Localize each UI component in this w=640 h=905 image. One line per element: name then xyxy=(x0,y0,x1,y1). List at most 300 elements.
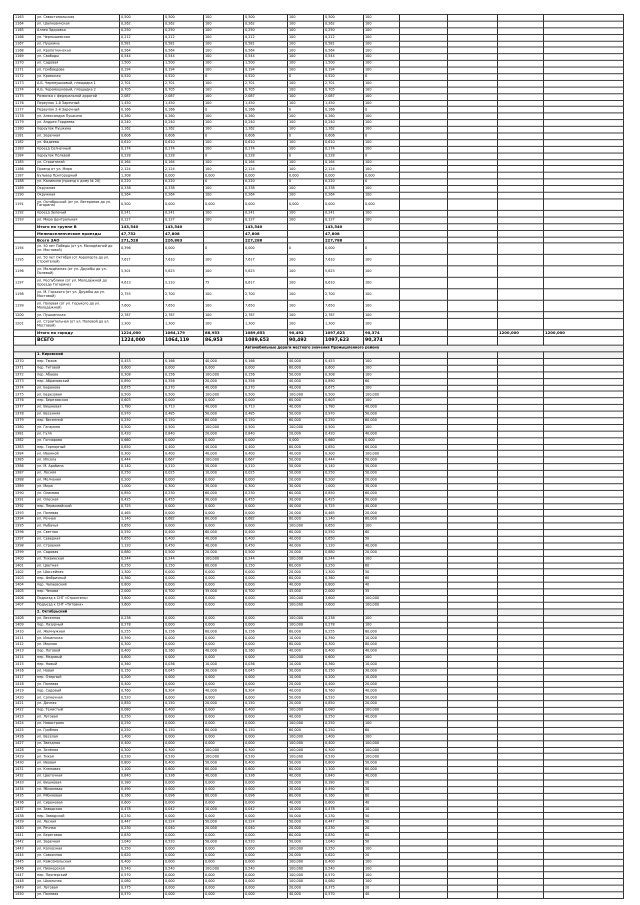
value-cell xyxy=(544,210,624,217)
value-cell: 0,444 xyxy=(324,457,364,464)
value-cell: 10,000 xyxy=(288,675,324,682)
row-number-cell: 1385 xyxy=(14,457,36,464)
value-cell xyxy=(400,536,448,543)
value-cell: 100 xyxy=(364,80,400,87)
value-cell: 100,000 xyxy=(288,602,324,609)
road-name-cell: ул. Олимова xyxy=(36,490,120,497)
value-cell: 0,000 xyxy=(164,740,204,747)
value-cell: 0,156 xyxy=(164,372,204,379)
value-cell xyxy=(400,100,448,107)
value-cell: 0,450 xyxy=(164,543,204,550)
value-cell: 40,000 xyxy=(288,714,324,721)
road-name-cell: ул. Пушкинская xyxy=(36,312,120,319)
value-cell: 0,036 xyxy=(244,661,288,668)
row-number-cell: 1378 xyxy=(14,411,36,418)
value-cell: 0,230 xyxy=(164,490,204,497)
value-cell: 0,606 xyxy=(164,133,204,140)
road-name-cell: Бульвар Пригородный xyxy=(36,173,120,180)
value-cell: 0,500 xyxy=(244,549,288,556)
value-cell: 1,162 xyxy=(244,126,288,133)
value-cell xyxy=(498,721,544,728)
value-cell xyxy=(448,278,498,289)
value-cell xyxy=(448,210,498,217)
value-cell xyxy=(400,892,448,899)
value-cell: 1097,623 xyxy=(324,330,364,337)
value-cell: 0,000 xyxy=(204,885,244,892)
value-cell: 20,000 xyxy=(288,780,324,787)
value-cell xyxy=(400,523,448,530)
value-cell: 0,360 xyxy=(324,576,364,583)
value-cell: 100 xyxy=(204,312,244,319)
row-number-cell: 1448 xyxy=(14,879,36,886)
row-number-cell: 1373 xyxy=(14,378,36,385)
value-cell: 100 xyxy=(364,365,400,372)
value-cell: 40,000 xyxy=(288,536,324,543)
value-cell: 2,700 xyxy=(244,289,288,300)
road-name-cell: ул. Весёлая xyxy=(36,734,120,741)
value-cell xyxy=(204,352,244,359)
value-cell: 7,610 xyxy=(164,255,204,266)
value-cell xyxy=(448,451,498,458)
value-cell: 0,000 xyxy=(204,173,244,180)
value-cell: 100 xyxy=(288,87,324,94)
value-cell: 1,450 xyxy=(324,100,364,107)
road-name-cell: пер. Садовый xyxy=(36,688,120,695)
value-cell: 0,000 xyxy=(244,438,288,445)
value-cell: 0,800 xyxy=(324,760,364,767)
row-number-cell: 1440 xyxy=(14,826,36,833)
value-cell: 60,000 xyxy=(288,833,324,840)
value-cell xyxy=(448,319,498,330)
value-cell xyxy=(544,337,624,346)
value-cell: 100,000 xyxy=(288,523,324,530)
value-cell: 0,000 xyxy=(164,714,204,721)
value-cell xyxy=(448,266,498,277)
value-cell: 40,000 xyxy=(288,378,324,385)
value-cell: 40,000 xyxy=(204,536,244,543)
value-cell: 0,705 xyxy=(324,87,364,94)
road-name-cell: ул. Лесная xyxy=(36,819,120,826)
row-number-cell: 1197 xyxy=(14,278,36,289)
value-cell: 1,500 xyxy=(244,61,288,68)
value-cell xyxy=(400,14,448,21)
value-cell: 0,880 xyxy=(120,549,164,556)
value-cell: 2,087 xyxy=(244,94,288,101)
row-number-cell: 1167 xyxy=(14,41,36,48)
value-cell: 0,000 xyxy=(244,199,288,210)
value-cell: 0,420 xyxy=(324,431,364,438)
row-number-cell: 1198 xyxy=(14,289,36,300)
row-number-cell: 1416 xyxy=(14,668,36,675)
row-number-cell: 1172 xyxy=(14,74,36,81)
value-cell: 0,425 xyxy=(120,497,164,504)
table-row xyxy=(14,780,624,787)
value-cell: 7,617 xyxy=(244,255,288,266)
value-cell: 0,000 xyxy=(204,675,244,682)
value-cell: 100 xyxy=(288,21,324,28)
value-cell: 0,045 xyxy=(164,668,204,675)
value-cell: 0,264 xyxy=(120,192,164,199)
road-name-cell: ул. Олесная xyxy=(36,497,120,504)
value-cell: 0,600 xyxy=(244,767,288,774)
value-cell: 20,000 xyxy=(288,852,324,859)
value-cell xyxy=(544,622,624,629)
table-row xyxy=(14,352,624,359)
value-cell: 20 xyxy=(364,780,400,787)
value-cell: 0,096 xyxy=(244,793,288,800)
road-name-cell: ул. М. Арабина xyxy=(36,464,120,471)
row-number-cell: 1422 xyxy=(14,708,36,715)
value-cell: 100 xyxy=(288,217,324,224)
value-cell: 1,120 xyxy=(324,543,364,550)
row-number-cell: 1414 xyxy=(14,655,36,662)
value-cell: 0,400 xyxy=(324,859,364,866)
row-number-cell: 1190 xyxy=(14,192,36,199)
value-cell: 100,000 xyxy=(288,866,324,873)
road-name-cell: ул. Молодёжная (от ул. Дружбы до ул. Полевой) xyxy=(36,266,120,277)
value-cell: 0,156 xyxy=(244,372,288,379)
row-number-cell: 1179 xyxy=(14,120,36,127)
value-cell xyxy=(400,173,448,180)
road-name-cell: ул. Речная xyxy=(36,826,120,833)
value-cell: 0,000 xyxy=(244,655,288,662)
value-cell: 100,000 xyxy=(204,457,244,464)
value-cell: 0,000 xyxy=(324,199,364,210)
value-cell: 100 xyxy=(288,192,324,199)
road-name-cell: ул. Полевая (от ул. Горького до ул. Молодёжной) xyxy=(36,301,120,312)
road-name-cell: ул. Весенняя xyxy=(36,615,120,622)
value-cell: 0,606 xyxy=(244,133,288,140)
value-cell xyxy=(448,892,498,899)
value-cell: 0,447 xyxy=(324,819,364,826)
table-row xyxy=(14,451,624,458)
road-name-cell: Аллея Здоровья xyxy=(36,28,120,35)
table-row xyxy=(14,411,624,418)
value-cell: 100 xyxy=(204,80,244,87)
value-cell: 0,166 xyxy=(164,358,204,365)
value-cell: 100 xyxy=(204,146,244,153)
value-cell: 10,000 xyxy=(204,806,244,813)
value-cell: 2,110 xyxy=(164,278,204,289)
value-cell: 20,000 xyxy=(204,378,244,385)
value-cell: 20 xyxy=(364,826,400,833)
value-cell: 40,000 xyxy=(204,688,244,695)
value-cell xyxy=(544,74,624,81)
value-cell: 0,444 xyxy=(120,457,164,464)
value-cell: 20,000 xyxy=(288,510,324,517)
row-number-cell: 1443 xyxy=(14,846,36,853)
value-cell: 100,000 xyxy=(288,879,324,886)
value-cell: 20,000 xyxy=(288,569,324,576)
value-cell: 0,338 xyxy=(164,186,204,193)
value-cell xyxy=(544,694,624,701)
value-cell: 0,725 xyxy=(324,503,364,510)
value-cell: 50,000 xyxy=(364,760,400,767)
value-cell: 100 xyxy=(204,67,244,74)
value-cell: 100 xyxy=(288,67,324,74)
value-cell: 0,150 xyxy=(244,563,288,570)
value-cell: 0,304 xyxy=(164,688,204,695)
value-cell: 0,000 xyxy=(164,602,204,609)
value-cell: 100,000 xyxy=(364,451,400,458)
value-cell: 0,000 xyxy=(244,569,288,576)
value-cell: 5,825 xyxy=(324,266,364,277)
value-cell: 100 xyxy=(364,217,400,224)
value-cell: 0,241 xyxy=(244,210,288,217)
value-cell: 0,000 xyxy=(244,681,288,688)
value-cell xyxy=(448,424,498,431)
value-cell: 0,164 xyxy=(324,159,364,166)
value-cell: 50,000 xyxy=(288,819,324,826)
table-row xyxy=(14,708,624,715)
value-cell xyxy=(448,301,498,312)
value-cell: 0,160 xyxy=(164,648,204,655)
value-cell: 100 xyxy=(288,14,324,21)
value-cell: 0,000 xyxy=(244,833,288,840)
value-cell: 0,000 xyxy=(164,734,204,741)
value-cell: 0,212 xyxy=(244,34,288,41)
row-number-cell: 1425 xyxy=(14,727,36,734)
value-cell: 1,450 xyxy=(244,100,288,107)
value-cell: 1097,623 xyxy=(324,337,364,346)
road-name-cell: ул. Октябрьской (от ул. Ветеранов до ул. Гагарина) xyxy=(36,199,120,210)
row-number-cell: 1175 xyxy=(14,94,36,101)
value-cell: 0,194 xyxy=(324,67,364,74)
value-cell: 0,000 xyxy=(244,642,288,649)
road-name-cell: ул. Садовая xyxy=(36,61,120,68)
value-cell: 100 xyxy=(204,255,244,266)
row-number-cell: 1438 xyxy=(14,813,36,820)
road-name-cell: пер. Первомайский xyxy=(36,503,120,510)
row-number-cell: 1411 xyxy=(14,635,36,642)
road-name-cell: ул. Сиреневая xyxy=(36,800,120,807)
value-cell: 0,600 xyxy=(324,365,364,372)
value-cell: 0,212 xyxy=(164,34,204,41)
value-cell: 0,356 xyxy=(164,378,204,385)
value-cell: 100 xyxy=(364,100,400,107)
table-row xyxy=(14,721,624,728)
value-cell: 100 xyxy=(288,120,324,127)
row-number-cell: 1193 xyxy=(14,217,36,224)
table-row xyxy=(14,596,624,603)
value-cell: 0,000 xyxy=(244,813,288,820)
value-cell: 50,000 xyxy=(364,457,400,464)
road-name-cell: ул. Полевая xyxy=(36,681,120,688)
value-cell: 0,000 xyxy=(164,681,204,688)
value-cell: 50,000 xyxy=(364,411,400,418)
value-cell: 0 xyxy=(288,74,324,81)
value-cell: 100 xyxy=(288,319,324,330)
road-name-cell: ул. Яблоневая xyxy=(36,787,120,794)
value-cell: 60 xyxy=(364,727,400,734)
value-cell: 0,000 xyxy=(288,199,324,210)
value-cell: 60,000 xyxy=(364,517,400,524)
value-cell: 60,000 xyxy=(204,793,244,800)
value-cell: 60,000 xyxy=(364,418,400,425)
value-cell: 1,162 xyxy=(120,126,164,133)
road-name-cell: ул. Александра Пушкина xyxy=(36,113,120,120)
row-number-cell: 1405 xyxy=(14,589,36,596)
value-cell: 0,300 xyxy=(324,451,364,458)
value-cell: 1,140 xyxy=(324,517,364,524)
value-cell xyxy=(448,186,498,193)
road-name-cell: Проезд от ул. Мира xyxy=(36,166,120,173)
value-cell xyxy=(448,510,498,517)
value-cell xyxy=(544,113,624,120)
value-cell: 0,080 xyxy=(324,879,364,886)
value-cell: 0,000 xyxy=(204,859,244,866)
row-number-cell: 1177 xyxy=(14,107,36,114)
value-cell: 0,880 xyxy=(324,549,364,556)
value-cell: 0,760 xyxy=(120,688,164,695)
value-cell: 100 xyxy=(204,113,244,120)
value-cell: 60,000 xyxy=(364,767,400,774)
value-cell: 100,000 xyxy=(288,615,324,622)
value-cell: 50,000 xyxy=(364,464,400,471)
value-cell: 0,300 xyxy=(244,484,288,491)
value-cell: 0,520 xyxy=(164,839,204,846)
value-cell: 0,500 xyxy=(164,424,204,431)
value-cell: 0,603 xyxy=(324,398,364,405)
value-cell: 60,000 xyxy=(288,793,324,800)
value-cell: 0 xyxy=(204,107,244,114)
road-name-cell: Окружная xyxy=(36,186,120,193)
value-cell: 100 xyxy=(364,312,400,319)
value-cell: 1,162 xyxy=(164,126,204,133)
value-cell: 100 xyxy=(288,278,324,289)
value-cell: 2,787 xyxy=(324,312,364,319)
value-cell: 100 xyxy=(288,255,324,266)
value-cell: 100 xyxy=(204,217,244,224)
value-cell: 0,000 xyxy=(164,694,204,701)
row-number-cell: 1437 xyxy=(14,806,36,813)
road-name-cell: ул. Дачная xyxy=(36,701,120,708)
row-number-cell: 1427 xyxy=(14,740,36,747)
row-number-cell: 1370 xyxy=(14,358,36,365)
row-number-cell: 1442 xyxy=(14,839,36,846)
value-cell: 0,220 xyxy=(324,179,364,186)
value-cell: 40,000 xyxy=(288,451,324,458)
value-cell: 0,264 xyxy=(324,192,364,199)
road-name-cell: Переулок 2-й Заречный xyxy=(36,107,120,114)
value-cell: 0,036 xyxy=(164,661,204,668)
value-cell: 0,150 xyxy=(164,563,204,570)
value-cell xyxy=(120,609,164,616)
value-cell xyxy=(448,100,498,107)
road-name-cell: ул. Строителей xyxy=(36,159,120,166)
road-name-cell: пер. Заводской xyxy=(36,813,120,820)
value-cell: 100,000 xyxy=(204,556,244,563)
row-number-cell: 1182 xyxy=(14,140,36,147)
road-name-cell: ул. Рыбачья xyxy=(36,523,120,530)
road-name-cell: пер. Весенний xyxy=(36,418,120,425)
value-cell xyxy=(400,278,448,289)
value-cell: 0,000 xyxy=(164,872,204,879)
row-number-cell: 1435 xyxy=(14,793,36,800)
row-number-cell: 1170 xyxy=(14,61,36,68)
value-cell: 20,000 xyxy=(288,681,324,688)
row-number-cell xyxy=(14,352,36,359)
value-cell xyxy=(544,319,624,330)
value-cell xyxy=(498,438,544,445)
value-cell xyxy=(544,793,624,800)
road-name-cell: Итого по городу xyxy=(36,330,120,337)
road-name-cell: переулок Пушкина xyxy=(36,126,120,133)
roads-table-top xyxy=(13,14,624,899)
value-cell: 0,400 xyxy=(244,536,288,543)
value-cell: 100 xyxy=(288,100,324,107)
value-cell xyxy=(400,609,448,616)
value-cell: 0,570 xyxy=(324,892,364,899)
value-cell: 0,000 xyxy=(204,477,244,484)
value-cell: 0,600 xyxy=(324,655,364,662)
value-cell xyxy=(400,451,448,458)
value-cell: 1064,119 xyxy=(164,337,204,346)
row-number-cell: 1390 xyxy=(14,490,36,497)
value-cell: 0,228 xyxy=(244,153,288,160)
table-row xyxy=(14,510,624,517)
value-cell: 0,000 xyxy=(164,477,204,484)
road-name-cell: Итого по группе В xyxy=(36,224,120,231)
value-cell: 1200,000 xyxy=(544,330,624,337)
road-name-cell: пер. Луговой xyxy=(36,648,120,655)
value-cell: 0,000 xyxy=(244,800,288,807)
value-cell: 0,400 xyxy=(244,760,288,767)
value-cell: 1,450 xyxy=(120,100,164,107)
value-cell: 0,000 xyxy=(244,885,288,892)
value-cell: 0,544 xyxy=(120,54,164,61)
road-name-cell: пер. Березовская xyxy=(36,398,120,405)
value-cell: 0,150 xyxy=(244,727,288,734)
value-cell: 0,000 xyxy=(164,576,204,583)
road-name-cell: ул. Рябиновая xyxy=(36,793,120,800)
value-cell: 0,520 xyxy=(324,694,364,701)
value-cell: 100 xyxy=(364,192,400,199)
value-cell: 0,250 xyxy=(120,721,164,728)
value-cell xyxy=(498,879,544,886)
value-cell: 0,096 xyxy=(164,793,204,800)
value-cell: 60 xyxy=(364,793,400,800)
road-name-cell: пер. Пионерский xyxy=(36,872,120,879)
value-cell: 100,000 xyxy=(204,754,244,761)
value-cell: 60,000 xyxy=(288,517,324,524)
value-cell: 0,238 xyxy=(120,615,164,622)
value-cell: 60,000 xyxy=(204,727,244,734)
value-cell xyxy=(400,210,448,217)
value-cell: 60,000 xyxy=(204,490,244,497)
value-cell: 0,500 xyxy=(324,424,364,431)
row-number-cell: 1428 xyxy=(14,747,36,754)
row-number-cell: 1406 xyxy=(14,596,36,603)
value-cell: 0,840 xyxy=(120,773,164,780)
value-cell: 0,080 xyxy=(120,708,164,715)
value-cell: 0,166 xyxy=(244,358,288,365)
value-cell: 0,570 xyxy=(120,892,164,899)
value-cell: 0,620 xyxy=(120,852,164,859)
value-cell: 0,500 xyxy=(164,14,204,21)
value-cell: 0,000 xyxy=(244,510,288,517)
road-name-cell: ул. Калинина (проезд к дому № 20) xyxy=(36,179,120,186)
value-cell: 0,400 xyxy=(164,451,204,458)
value-cell: 0,000 xyxy=(204,510,244,517)
value-cell: 0,228 xyxy=(164,153,204,160)
value-cell xyxy=(448,793,498,800)
value-cell: 1,162 xyxy=(324,126,364,133)
value-cell: 0,000 xyxy=(164,892,204,899)
value-cell: 0,230 xyxy=(324,826,364,833)
value-cell xyxy=(544,879,624,886)
value-cell: 45,000 xyxy=(288,589,324,596)
